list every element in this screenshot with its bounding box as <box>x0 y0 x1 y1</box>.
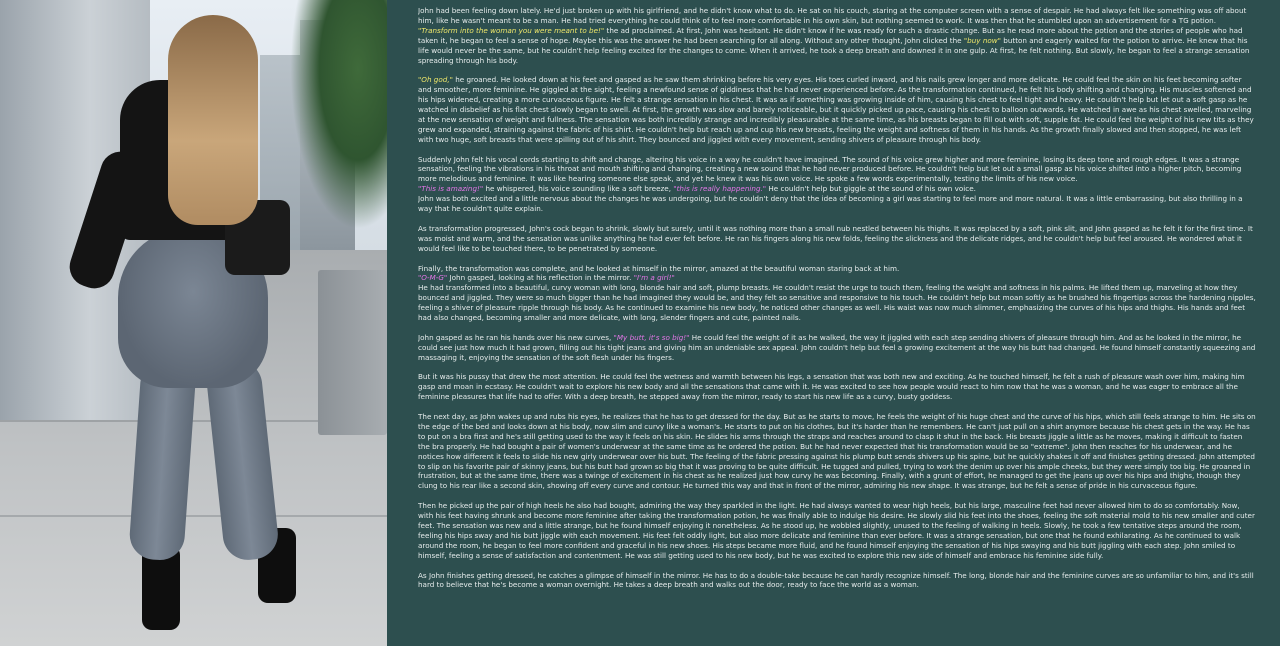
dialogue-quote: "I'm a girl!" <box>633 273 675 283</box>
narration-text: But it was his pussy that drew the most attention. He could feel the wetness and warmth between his legs, a sensation that was both new and exciting. As he touched himself, he felt a rush of pleasure wash over him, making him gasp and moan in ecstasy. He couldn't wait to explore his new body and all the sensations that came with it. He was excited to see how people would react to him now that he was a woman, and he was eager to embrace all the feminine pleasures that life had to offer. With a deep breath, he stepped away from the mirror, ready to start his new life as a curvy, busty goddess. <box>418 372 1245 402</box>
story-paragraph <box>418 184 1256 194</box>
narration-text: he whispered, his voice sounding like a soft breeze, <box>483 184 674 194</box>
narration-text: He couldn't help but giggle at the sound of his own voice. <box>766 184 976 194</box>
dialogue-quote: "This is amazing!" <box>418 184 484 194</box>
story-paragraph <box>418 6 1256 65</box>
photo-hair <box>168 15 258 225</box>
dialogue-quote: "Transform into the woman you were meant to be!" <box>418 25 605 35</box>
narration-text: John had been feeling down lately. He'd just broken up with his girlfriend, and he didn't know what to do. He sat on his couch, staring at the computer screen with a sense of despair. He had always felt like something was off about him, like he wasn't meant to be a man. He had tried everything he could think of to feel more comfortable in his own skin, but nothing seemed to work. It was then that he stumbled upon an advertisement for a TG potion. <box>418 6 1247 25</box>
story-paragraph <box>418 75 1256 144</box>
narration-text: Finally, the transformation was complete, and he looked at himself in the mirror, amazed at the beautiful woman staring back at him. <box>418 263 900 273</box>
narration-text: He had transformed into a beautiful, curvy woman with long, blonde hair and soft, plump breasts. He couldn't resist the urge to touch them, feeling the weight and softness in his palms. He lifted them up, marveling at how they bounced and jiggled. They were so much bigger than he had imagined they would be, and they felt so sensitive and responsive to his touch. He couldn't help but moan softly as he brushed his fingertips across the hardening nipples, feeling a shiver of pleasure ripple through his body. As he continued to examine his new body, he noticed other changes as well. His waist was now much slimmer, emphasizing the curves of his hips and thighs. His hands and feet had also changed, becoming smaller and more delicate, with long, slender fingers and cute, painted nails. <box>418 283 1256 323</box>
dialogue-quote: "Oh god," <box>418 75 453 85</box>
photo-sidewalk-seam <box>0 515 387 517</box>
story-paragraph <box>418 273 1256 283</box>
narration-text: As John finishes getting dressed, he catches a glimpse of himself in the mirror. He has to do a double-take because he can hardly recognize himself. The long, blonde hair and the feminine curves are so unfamiliar to him, and it's still hard to believe that he's become a woman overnight. He takes a deep breath and walks out the door, ready to face the world as a woman. <box>418 570 1254 590</box>
narration-text: Suddenly John felt his vocal cords starting to shift and change, altering his voice in a way he couldn't have imagined. The sound of his voice grew higher and more feminine, losing its deep tone and rough edges. It was a strange sensation, feeling the vibrations in his throat and mouth shifting and changing, creating a new sound that he had never produced before. He couldn't help but let out a small gasp as his voice shifted into a higher pitch, becoming more melodious and feminine. It was like hearing someone else speak, and yet he knew it was his own voice. He spoke a few words experimentally, testing the limits of his new voice. <box>418 154 1242 184</box>
narration-text: John gasped, looking at his reflection in the mirror. <box>447 273 634 283</box>
narration-text: the ad proclaimed. At first, John was hesitant. He didn't know if he was ready for such a drastic change. But as he read more about the potion and the stories of people who had taken it, he began to feel a sense of hope. Maybe this was the answer he had been searching for all along. Without any other thought, John clicked the <box>418 25 1243 45</box>
narration-text: The next day, as John wakes up and rubs his eyes, he realizes that he has to get dressed for the day. But as he starts to move, he feels the weight of his huge chest and the curve of his hips, which still feels strange to him. He sits on the edge of the bed and looks down at his body, now slim and curvy like a woman's. He starts to put on his clothes, but it's harder than he remembers. He can't just pull on a shirt anymore because his chest gets in the way. He has to put on a bra first and he's still getting used to the way it feels on his skin. He slides his arms through the straps and reaches around to clasp it shut in the back. His breasts jiggle a little as he moves, making it difficult to fasten the bra properly. He had bought a pair of women's underwear at the same time as he ordered the potion. But he had never expected that his transformation would be so "extreme". John then reaches for his underwear, and he notices how different it feels to slide his new girly underwear over his butt. The feeling of the fabric pressing against his plump butt sends shivers up his spine, but he quickly shakes it off and finishes getting dressed. John attempted to slip on his favorite pair of skinny jeans, but his butt had grown so big that it was proving to be quite difficult. He tugged and pulled, trying to work the denim up over his ample cheeks, but they were simply too big. He groaned in frustration, but at the same time, there was a twinge of excitement in his chest as he realized just how curvy he was becoming. Finally, with a grunt of effort, he managed to get the jeans up over his hips and thighs, though they clung to his rear like a second skin, showing off every curve and contour. He turned this way and that in front of the mirror, admiring his new shape. It was strange, but he felt a sense of pride in his curvaceous figure. <box>418 412 1256 491</box>
story-paragraph <box>418 264 1256 274</box>
dialogue-quote: "buy now" <box>963 35 1001 45</box>
dialogue-quote: "O-M-G" <box>418 273 448 283</box>
story-text <box>418 6 1256 644</box>
narration-text: button and eagerly waited for the potion to arrive. He knew that his life would never be the same, but he couldn't help feeling excited for the changes to come. When it arrived, he took a deep breath and downed it in one gulp. At first, he felt nothing. But slowly, he began to feel a strange sensation spreading through his body. <box>418 35 1250 65</box>
photo-palm-tree <box>290 0 387 230</box>
narration-text: As transformation progressed, John's cock began to shrink, slowly but surely, until it was nothing more than a small nub nestled between his thighs. It was replaced by a soft, pink slit, and John gasped as he felt it for the first time. It was moist and warm, and the sensation was unlike anything he had ever felt before. He ran his fingers along his new folds, feeling the slickness and the delicate ridges, and he couldn't help but feel aroused. He wondered what it would feel like to be touched there, to be penetrated by someone. <box>418 223 1253 253</box>
story-paragraph <box>418 571 1256 591</box>
narration-text: Then he picked up the pair of high heels he also had bought, admiring the way they sparkled in the light. He had always wanted to wear high heels, but his large, masculine feet had never allowed him to do so comfortably. Now, with his feet having shrunk and become more feminine after taking the transformation potion, he was finally able to indulge his desire. He slowly slid his feet into the shoes, feeling the soft material mold to his new smaller and cuter feet. The sensation was new and a little strange, but he found himself enjoying it nonetheless. As he stood up, he wobbled slightly, unused to the feeling of walking in heels. Slowly, he took a few tentative steps around the room, feeling his hips sway and his butt jiggle with each movement. His feet felt oddly light, but also more delicate and feminine than ever before. It was a strange sensation, but one that he found exhilarating. As he continued to walk around the room, he began to feel more confident and graceful in his new shoes. His steps became more fluid, and he found himself enjoying the sensation of his hips swaying and his butt jiggling with each step. John smiled to himself, feeling a sense of satisfaction and contentment. He was still getting used to his new body, but he was excited to explore this new side of himself and embrace his feminine side fully. <box>418 501 1255 560</box>
photo-trash-bin <box>318 270 387 435</box>
story-paragraph <box>418 372 1256 402</box>
narration-text: John gasped as he ran his hands over his new curves, <box>418 332 614 342</box>
narration-text: he groaned. He looked down at his feet and gasped as he saw them shrinking before his very eyes. His toes curled inward, and his nails grew longer and more delicate. He could feel the skin on his feet becoming softer and smoother, more feminine. He giggled at the sight, feeling a newfound sense of giddiness that he had never experienced before. As the transformation continued, he felt his body shifting and changing. His muscles softened and his hips widened, creating a more curvaceous figure. He felt a strange sensation in his chest. It was as if something was growing inside of him, causing his chest to feel tight and heavy. He couldn't help but let out a soft gasp as he watched in disbelief as his flat chest slowly began to swell. At first, the growth was slow and barely noticeable, but it quickly picked up pace, causing his chest to balloon outwards. He watched in awe as his chest swelled, marveling at the new sensation of weight and fullness. The sensation was both incredibly strange and incredibly pleasurable at the same time, as his breasts began to fill out with soft, supple fat. He could feel the weight of his new tits as they grew and expanded, straining against the fabric of his shirt. He couldn't help but reach up and cup his new breasts, feeling the weight and softness of them in his hands. As the growth finally slowed and then stopped, he was left with two huge, soft breasts that were spilling out of his shirt. They bounced and jiggled with every movement, sending shivers of pleasure through his body. <box>418 75 1254 144</box>
dialogue-quote: "My butt, it's so big!" <box>613 332 690 342</box>
story-paragraph <box>418 333 1256 363</box>
dialogue-quote: "this is really happening." <box>673 184 767 194</box>
story-paragraph <box>418 224 1256 254</box>
narration-text: John was both excited and a little nervous about the changes he was undergoing, but he couldn't deny that the idea of becoming a girl was starting to feel more and more natural. It was a little embarrassing, but also thrilling in a way that he couldn't quite explain. <box>418 194 1243 214</box>
story-paragraph <box>418 283 1256 323</box>
story-paragraph <box>418 501 1256 560</box>
story-paragraph <box>418 412 1256 491</box>
photo-panel <box>0 0 387 646</box>
narration-text: He could feel the weight of it as he walked, the way it jiggled with each step sending shivers of pleasure through him. And as he looked in the mirror, he could see just how much it had grown, filling out his tight jeans and giving him an undeniable sex appeal. John couldn't help but feel a growing excitement at the way his butt had changed. He found himself constantly squeezing and massaging it, enjoying the sensation of the soft flesh under his fingers. <box>418 332 1256 362</box>
story-paragraph <box>418 194 1256 214</box>
story-paragraph <box>418 155 1256 185</box>
